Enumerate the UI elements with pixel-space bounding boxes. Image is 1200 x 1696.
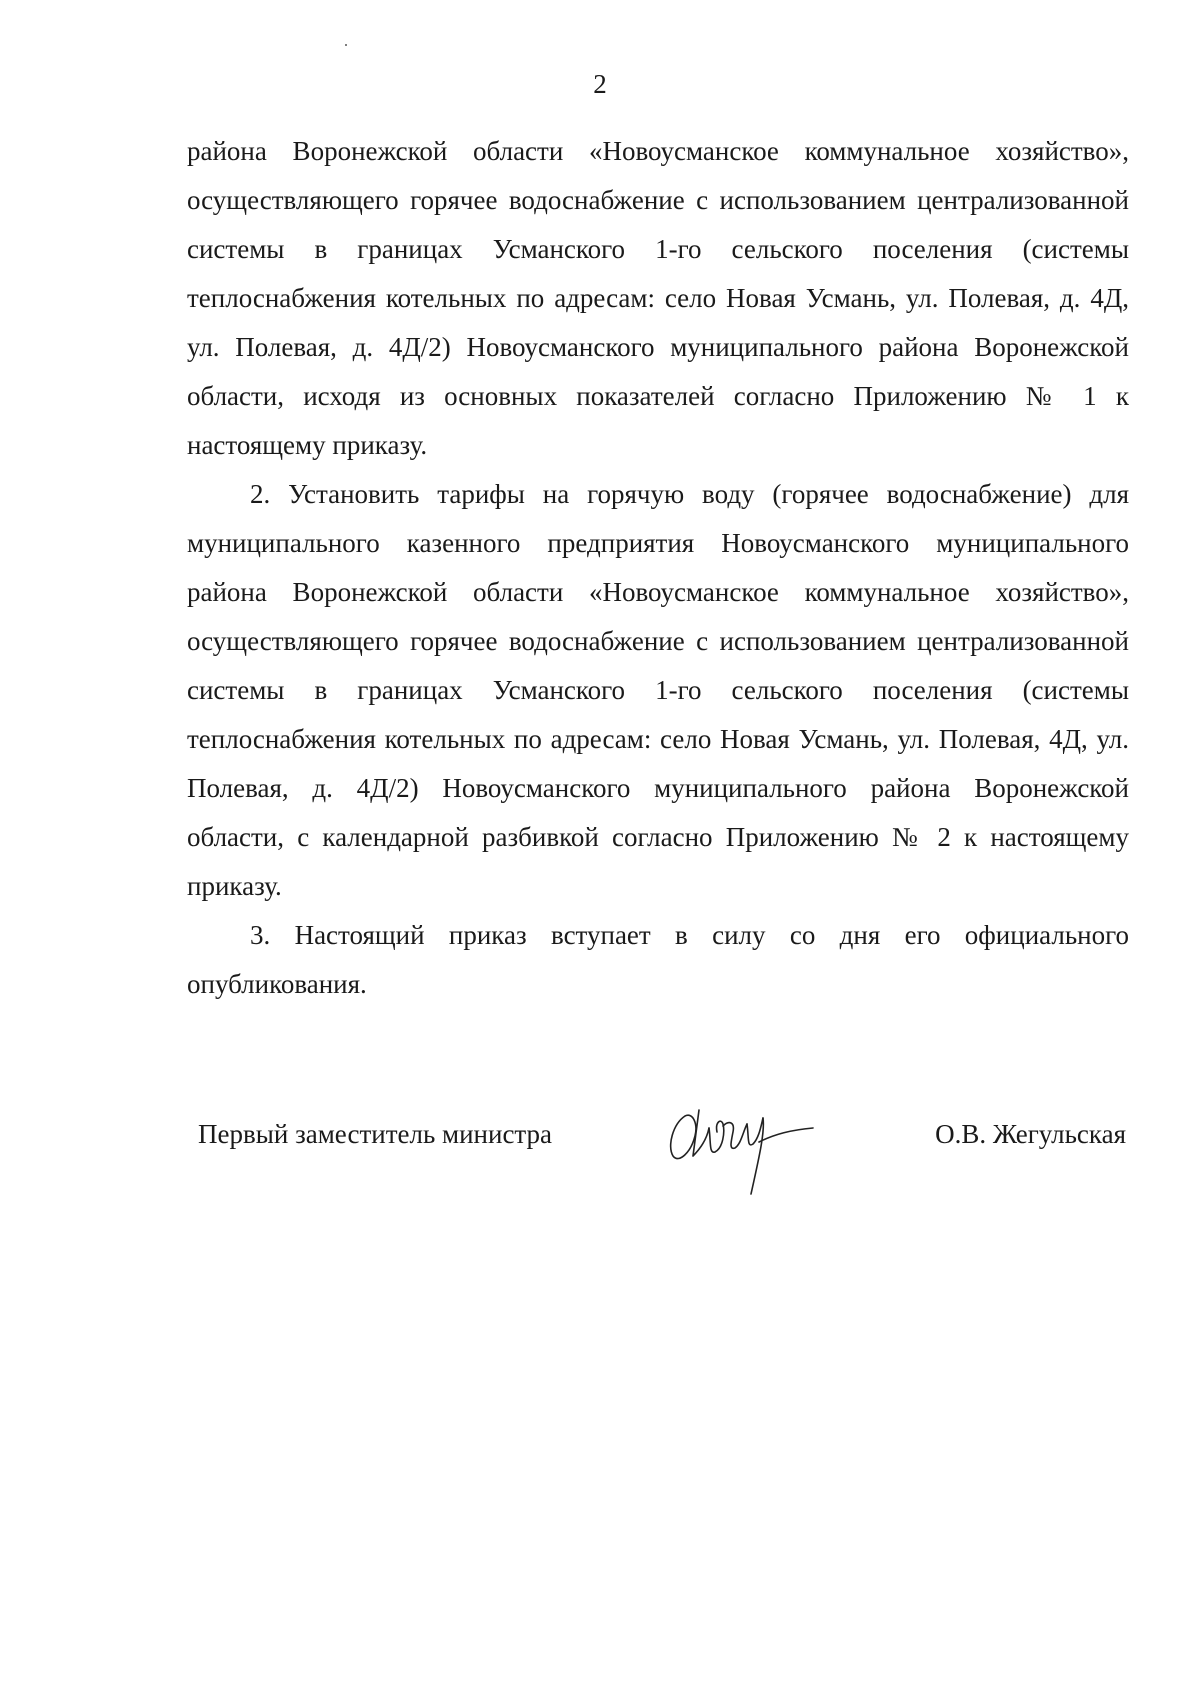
scan-speck bbox=[345, 44, 347, 46]
paragraph-continuation: района Воронежской области «Новоусманское коммунальное хозяйство», осуществляющего горячее водоснабжение с использованием централизованной системы в границах Усманского 1-го сельского поселения (системы теплоснабжения котельных по адресам: село Новая Усмань, ул. Полевая, д. 4Д, ул. Полевая, д. 4Д/2) Новоусманского муниципального района Воронежской области, исходя из основных показателей согласно Приложению № 1 к настоящему приказу. bbox=[187, 136, 1129, 460]
page-number: 2 bbox=[593, 69, 607, 99]
document-body bbox=[187, 127, 1129, 1009]
signatory-position: Первый заместитель министра bbox=[198, 1119, 553, 1149]
signature-block bbox=[198, 1106, 1126, 1206]
handwritten-signature bbox=[663, 1098, 833, 1198]
paragraph-item-2: 2. Установить тарифы на горячую воду (горячее водоснабжение) для муниципального казенного предприятия Новоусманского муниципального района Воронежской области «Новоусманское коммунальное хозяйство», осуществляющего горячее водоснабжение с использованием централизованной системы в границах Усманского 1-го сельского поселения (системы теплоснабжения котельных по адресам: село Новая Усмань, ул. Полевая, 4Д, ул. Полевая, д. 4Д/2) Новоусманского муниципального района Воронежской области, с календарной разбивкой согласно Приложению № 2 к настоящему приказу. bbox=[187, 479, 1129, 901]
paragraph-item-3: 3. Настоящий приказ вступает в силу со дня его официального опубликования. bbox=[187, 920, 1129, 999]
signatory-name: О.В. Жегульская bbox=[935, 1119, 1126, 1149]
